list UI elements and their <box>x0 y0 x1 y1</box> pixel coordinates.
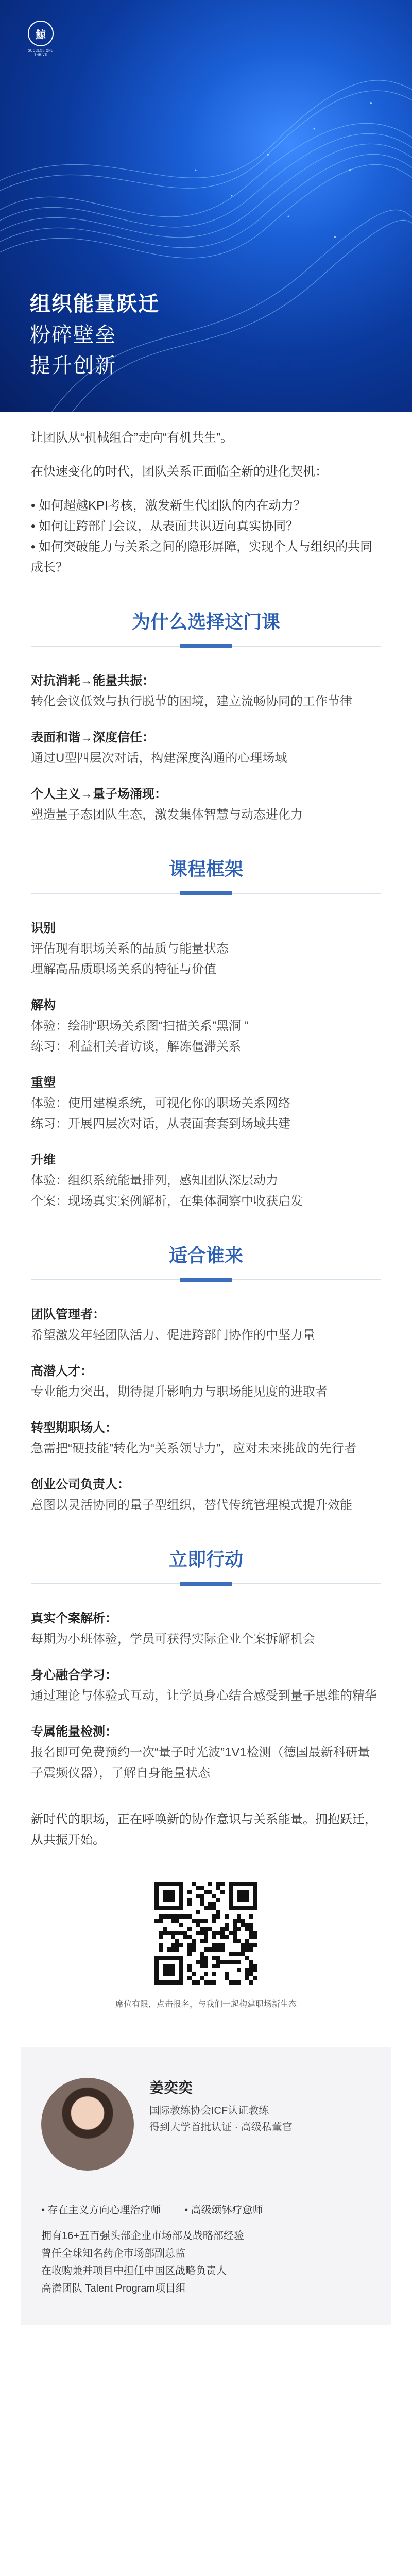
action-item-text: 报名即可免费预约一次“量子时光波”1V1检测（德国最新科研量子震频仪器），了解自身能量状态 <box>31 1745 370 1780</box>
framework-item-heading: 升维 <box>31 1153 56 1167</box>
bio-line: 拥有16+五百强头部企业市场部及战略部经验 <box>41 2230 244 2242</box>
hero-titles <box>30 289 160 381</box>
audience-item-heading: 创业公司负责人： <box>31 1478 130 1492</box>
brand-logo <box>23 21 59 57</box>
framework-item-heading: 重塑 <box>31 1076 56 1090</box>
intro-bullet: • 如何超越KPI考核，激发新生代团队的内在动力？ <box>31 499 306 513</box>
qr-code[interactable] <box>154 1882 258 1985</box>
avatar <box>41 2078 134 2171</box>
section-divider <box>31 1580 381 1588</box>
why-item-heading: 个人主义→量子场涌现： <box>31 787 167 801</box>
why-list <box>31 671 381 825</box>
audience-item-heading: 团队管理者： <box>31 1308 105 1321</box>
main-content <box>0 412 412 2011</box>
why-item-text: 转化会议低效与执行脱节的困境，建立流畅协同的工作节律 <box>31 694 352 708</box>
why-item-text: 塑造量子态团队生态，激发集体智慧与动态进化力 <box>31 808 303 822</box>
bio-line: 在收购兼并项目中担任中国区战略负责人 <box>41 2265 227 2277</box>
instructor-titles <box>149 2103 293 2136</box>
why-item-heading: 表面和谐→深度信任： <box>31 731 154 744</box>
closing-paragraph: 新时代的职场，正在呼唤新的协作意识与关系能量。拥抱跃迁，从共振开始。 <box>31 1812 377 1847</box>
section-divider <box>31 1276 381 1284</box>
instructor-card <box>21 2047 391 2325</box>
hero-title-3: 提升创新 <box>30 354 116 377</box>
framework-item-text: 体验：使用建模系统，可视化你的职场关系网络 <box>31 1096 290 1110</box>
instructor-tag: • 存在主义方向心理治疗师 <box>41 2205 161 2216</box>
qr-caption: 席位有限，点击报名，与我们一起构建职场新生态 <box>115 2000 297 2009</box>
framework-item-text: 理解高品质职场关系的特征与价值 <box>31 962 216 976</box>
audience-item-text: 希望激发年轻团队活力、促进跨部门协作的中坚力量 <box>31 1328 315 1342</box>
qr-section <box>31 1882 381 2011</box>
framework-item-text: 体验：绘制“职场关系图“扫描关系”黑洞 ” <box>31 1019 249 1033</box>
audience-list <box>31 1304 381 1516</box>
instructor-title: 得到大学首批认证 · 高级私董官 <box>149 2122 293 2133</box>
audience-item-text: 专业能力突出，期待提升影响力与职场能见度的进取者 <box>31 1385 328 1399</box>
action-item-text: 通过理论与体验式互动，让学员身心结合感受到量子思维的精华 <box>31 1689 377 1703</box>
instructor-title: 国际教练协会ICF认证教练 <box>149 2105 269 2116</box>
bio-line: 曾任全球知名药企市场部副总监 <box>41 2248 185 2259</box>
framework-item-text: 体验：组织系统能量排列，感知团队深层动力 <box>31 1174 278 1188</box>
action-item-text: 每期为小班体验，学员可获得实际企业个案拆解机会 <box>31 1632 315 1646</box>
audience-item-text: 急需把“硬技能”转化为“关系领导力”，应对未来挑战的先行者 <box>31 1442 356 1455</box>
audience-item-heading: 转型期职场人： <box>31 1421 117 1435</box>
framework-item-text: 个案：现场真实案例解析，在集体洞察中收获启发 <box>31 1194 303 1208</box>
section-divider <box>31 642 381 650</box>
section-title-action: 立即行动 <box>168 1549 243 1570</box>
framework-item-text: 练习：利益相关者访谈，解冻僵滞关系 <box>31 1040 241 1054</box>
instructor-bio <box>41 2227 244 2297</box>
action-list <box>31 1608 381 1784</box>
intro-paragraph-2: 在快速变化的时代，团队关系正面临全新的进化契机： <box>31 465 328 479</box>
hero-title-1: 组织能量跃迁 <box>30 293 160 315</box>
framework-item-text: 练习：开展四层次对话，从表面套套到场域共建 <box>31 1117 290 1131</box>
intro-bullet: • 如何让跨部门会议，从表面共识迈向真实协同？ <box>31 519 299 533</box>
logo-mark: 鯨 <box>28 21 54 46</box>
hero-banner <box>0 0 412 412</box>
framework-item-heading: 识别 <box>31 921 56 935</box>
instructor-name: 姜奕奕 <box>149 2080 193 2096</box>
logo-subtitle: SUCCESS ONE THRIVE <box>28 49 54 57</box>
framework-list <box>31 918 381 1212</box>
action-item-heading: 专属能量检测： <box>31 1725 117 1739</box>
framework-item-heading: 解构 <box>31 998 56 1012</box>
action-item-heading: 身心融合学习： <box>31 1668 117 1682</box>
framework-item-text: 评估现有职场关系的品质与能量状态 <box>31 942 229 956</box>
intro-bullet: • 如何突破能力与关系之间的隐形屏障，实现个人与组织的共同成长？ <box>31 540 373 574</box>
section-title-audience: 适合谁来 <box>168 1245 243 1266</box>
section-title-framework: 课程框架 <box>168 858 243 879</box>
bio-line: 高潜团队 Talent Program项目组 <box>41 2283 186 2294</box>
action-item-heading: 真实个案解析： <box>31 1612 117 1625</box>
instructor-tags <box>41 2201 284 2216</box>
instructor-tag: • 高级颂钵疗愈师 <box>184 2205 263 2216</box>
section-divider <box>31 889 381 897</box>
audience-item-heading: 高潜人才： <box>31 1364 93 1378</box>
why-item-text: 通过U型四层次对话，构建深度沟通的心理场域 <box>31 751 287 765</box>
section-title-why: 为什么选择这门课 <box>131 611 280 632</box>
intro-paragraph-1: 让团队从“机械组合”走向“有机共生”。 <box>31 431 233 445</box>
why-item-heading: 对抗消耗→能量共振： <box>31 674 154 688</box>
intro-bullets <box>31 496 381 578</box>
hero-title-2: 粉碎壁垒 <box>30 324 116 346</box>
audience-item-text: 意图以灵活协同的量子型组织，替代传统管理模式提升效能 <box>31 1498 352 1512</box>
